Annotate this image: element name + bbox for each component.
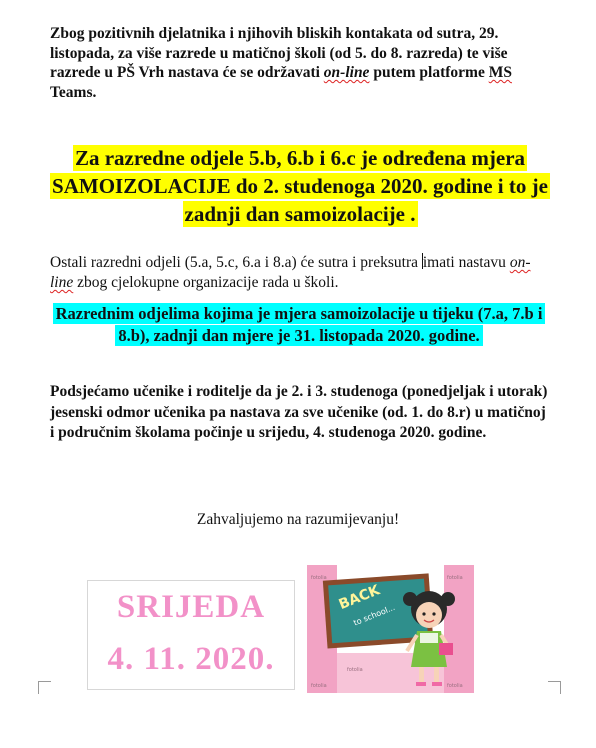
- board-text-back: BACK: [336, 582, 383, 614]
- date-number: 4. 11. 2020.: [107, 641, 275, 677]
- watermark-4: fotolia: [311, 683, 327, 689]
- online-text-2: imati nastavu: [422, 254, 510, 271]
- watermark-2: fotolia: [447, 575, 463, 581]
- intro-text-3: Teams.: [50, 83, 97, 101]
- page-corner-mark-right: [548, 681, 561, 694]
- online-classes-paragraph: [50, 253, 550, 293]
- watermark-3: fotolia: [347, 667, 363, 673]
- watermark-1: fotolia: [311, 575, 327, 581]
- online-text-1: Ostali razredni odjeli (5.a, 5.c, 6.a i 8.a) će sutra i preksutra: [50, 254, 422, 271]
- ms-word: MS: [488, 64, 512, 81]
- page-corner-mark-left: [38, 681, 51, 694]
- date-day: SRIJEDA: [116, 589, 266, 625]
- back-to-school-illustration: [307, 565, 474, 693]
- intro-paragraph: [50, 24, 550, 102]
- yellow-highlight-text: Za razredne odjele 5.b, 6.b i 6.c je određena mjera SAMOIZOLACIJE do 2. studenoga 2020. godine i to je zadnji dan samoizolacije .: [52, 146, 548, 226]
- holiday-paragraph: [50, 382, 552, 444]
- intro-text: Zbog pozitivnih djelatnika i njihovih bliskih kontakata od sutra, 29. listopada, za više razrede u matičnoj školi (od 5. do 8. razreda) te više razrede u PŠ Vrh nastava će se održavati: [50, 25, 508, 81]
- intro-text-2: putem platforme: [369, 64, 489, 81]
- holiday-text: Podsjećamo učenike i roditelje da je 2. i 3. studenoga (ponedjeljak i utorak) jesenski odmor učenika pa nastava za sve učenike (od. 1. do 8.r) u matičnoj i područnim školama počinje u srijedu, 4. studenoga 2020. godine.: [50, 383, 548, 441]
- thanks-line: Zahvaljujemo na razumijevanju!: [196, 511, 400, 528]
- board-text-school: to school...: [352, 602, 397, 628]
- cyan-highlight-text: Razrednim odjelima kojima je mjera samoizolacije u tijeku (7.a, 7.b i 8.b), zadnji dan mjere je 31. listopada 2020. godine.: [53, 303, 546, 346]
- watermark-5: fotolia: [447, 683, 463, 689]
- pink-strip-right: [444, 565, 474, 693]
- online-word-2: on-line: [50, 254, 531, 291]
- self-isolation-notice: [46, 144, 554, 228]
- online-text-3: zbog cjelokupne organizacije rada u školi.: [73, 274, 339, 291]
- measure-end-notice: [50, 303, 548, 347]
- date-box: [87, 580, 295, 690]
- online-word: on-line: [323, 64, 370, 81]
